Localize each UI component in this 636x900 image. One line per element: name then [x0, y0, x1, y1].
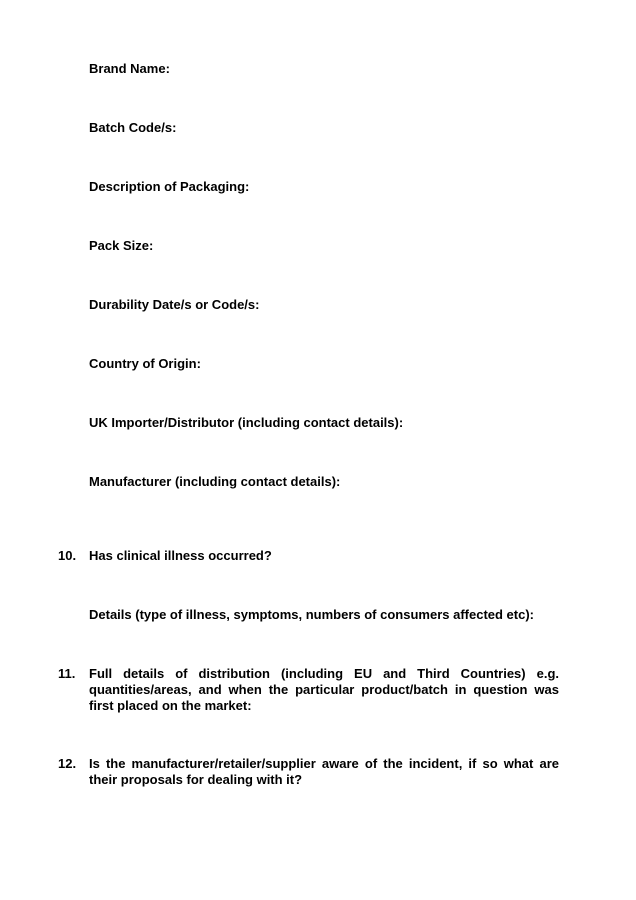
question-text: Has clinical illness occurred? [89, 548, 272, 563]
packaging-description-label: Description of Packaging: [89, 179, 250, 194]
question-number: 10. [58, 548, 77, 563]
country-of-origin-label: Country of Origin: [89, 356, 201, 371]
question-text: Full details of distribution (including EU and Third Countries) e.g. quantities/areas, and when the particular product/batch in question was first placed on the market: [89, 666, 559, 713]
batch-codes-label: Batch Code/s: [89, 120, 177, 135]
brand-name-label: Brand Name: [89, 61, 170, 76]
uk-importer-label: UK Importer/Distributor (including contact details): [89, 415, 404, 430]
durability-date-label: Durability Date/s or Code/s: [89, 297, 260, 312]
question-text: Is the manufacturer/retailer/supplier aware of the incident, if so what are their proposals for dealing with it? [89, 756, 559, 787]
question-number: 11. [58, 666, 76, 681]
manufacturer-label: Manufacturer (including contact details): [89, 474, 341, 489]
question-number: 12. [58, 756, 77, 771]
illness-details-label: Details (type of illness, symptoms, numbers of consumers affected etc): [89, 607, 535, 622]
pack-size-label: Pack Size: [89, 238, 154, 253]
